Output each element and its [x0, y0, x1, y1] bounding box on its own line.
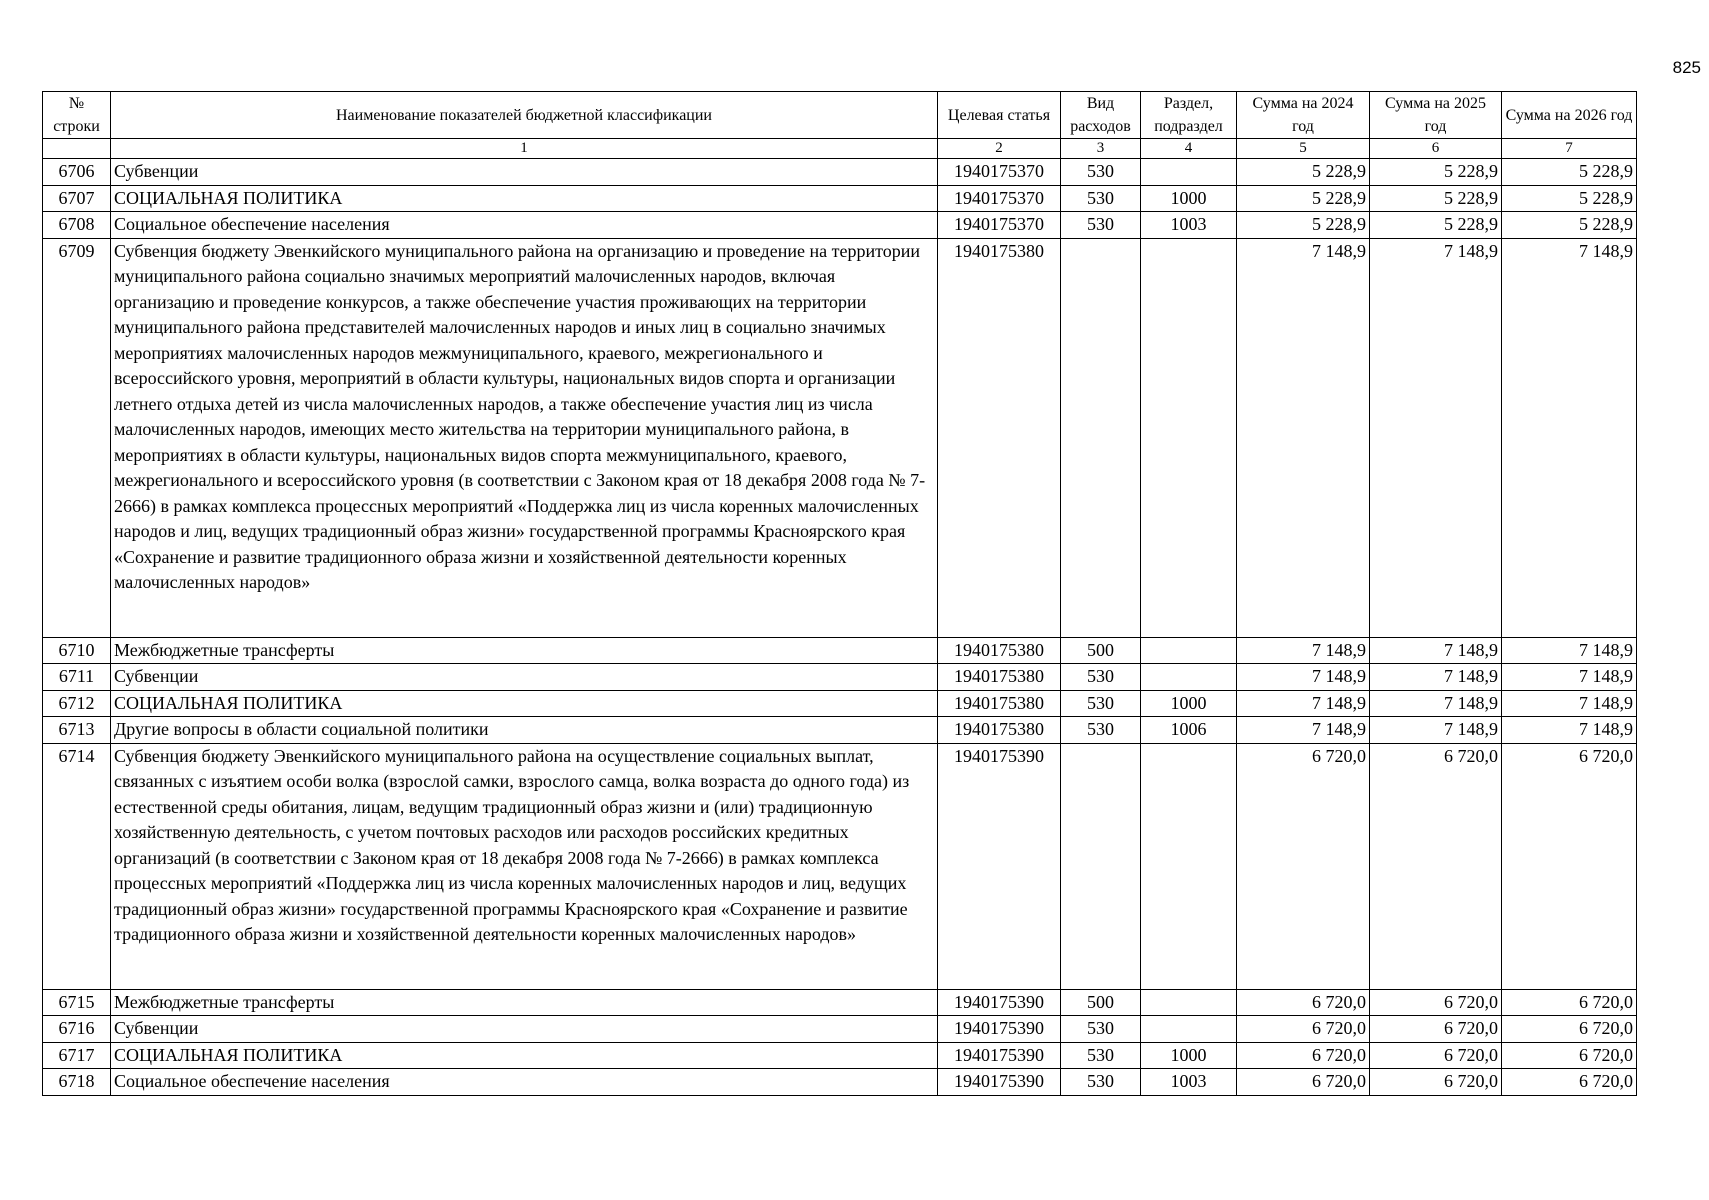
table-header-row	[43, 92, 1637, 139]
row-name: Социальное обеспечение населения	[111, 212, 938, 239]
expense-type: 500	[1061, 989, 1141, 1016]
sum-2024: 6 720,0	[1237, 989, 1370, 1016]
sum-2026: 6 720,0	[1502, 1016, 1637, 1043]
header-target-article: Целевая статья	[938, 92, 1061, 139]
sum-2026: 6 720,0	[1502, 989, 1637, 1016]
sum-2026: 7 148,9	[1502, 717, 1637, 744]
table-row	[43, 1069, 1637, 1096]
table-row	[43, 989, 1637, 1016]
target-article: 1940175390	[938, 989, 1061, 1016]
sum-2025: 6 720,0	[1370, 1016, 1502, 1043]
table-row	[43, 743, 1637, 989]
column-number: 7	[1502, 139, 1637, 159]
budget-table	[42, 91, 1637, 1096]
sum-2025: 7 148,9	[1370, 717, 1502, 744]
expense-type	[1061, 238, 1141, 637]
header-sum-2025: Сумма на 2025 год	[1370, 92, 1502, 139]
column-number-row	[43, 139, 1637, 159]
row-number: 6715	[43, 989, 111, 1016]
header-name: Наименование показателей бюджетной классификации	[111, 92, 938, 139]
section-code: 1000	[1141, 185, 1237, 212]
row-name: Субвенции	[111, 1016, 938, 1043]
section-code: 1000	[1141, 1042, 1237, 1069]
section-code	[1141, 743, 1237, 989]
expense-type: 500	[1061, 637, 1141, 664]
column-number	[43, 139, 111, 159]
sum-2024: 5 228,9	[1237, 212, 1370, 239]
section-code	[1141, 637, 1237, 664]
sum-2026: 5 228,9	[1502, 185, 1637, 212]
target-article: 1940175370	[938, 159, 1061, 186]
sum-2024: 7 148,9	[1237, 238, 1370, 637]
sum-2026: 7 148,9	[1502, 664, 1637, 691]
sum-2024: 7 148,9	[1237, 690, 1370, 717]
row-name: Межбюджетные трансферты	[111, 989, 938, 1016]
page-number: 825	[1672, 58, 1701, 77]
row-name: Субвенции	[111, 159, 938, 186]
sum-2025: 7 148,9	[1370, 238, 1502, 637]
sum-2025: 6 720,0	[1370, 989, 1502, 1016]
sum-2025: 6 720,0	[1370, 743, 1502, 989]
table-row	[43, 185, 1637, 212]
sum-2025: 5 228,9	[1370, 185, 1502, 212]
expense-type: 530	[1061, 1016, 1141, 1043]
expense-type: 530	[1061, 664, 1141, 691]
sum-2024: 7 148,9	[1237, 664, 1370, 691]
sum-2026: 7 148,9	[1502, 238, 1637, 637]
sum-2025: 5 228,9	[1370, 212, 1502, 239]
section-code: 1003	[1141, 1069, 1237, 1096]
sum-2025: 5 228,9	[1370, 159, 1502, 186]
table-row	[43, 690, 1637, 717]
table-row	[43, 717, 1637, 744]
expense-type: 530	[1061, 717, 1141, 744]
expense-type: 530	[1061, 212, 1141, 239]
sum-2024: 6 720,0	[1237, 1016, 1370, 1043]
sum-2024: 7 148,9	[1237, 717, 1370, 744]
sum-2026: 5 228,9	[1502, 212, 1637, 239]
expense-type	[1061, 743, 1141, 989]
table-row	[43, 159, 1637, 186]
header-row-number: № строки	[43, 92, 111, 139]
sum-2025: 7 148,9	[1370, 664, 1502, 691]
row-number: 6716	[43, 1016, 111, 1043]
row-name: СОЦИАЛЬНАЯ ПОЛИТИКА	[111, 185, 938, 212]
row-number: 6714	[43, 743, 111, 989]
row-number: 6711	[43, 664, 111, 691]
expense-type: 530	[1061, 1069, 1141, 1096]
sum-2024: 5 228,9	[1237, 185, 1370, 212]
row-name: СОЦИАЛЬНАЯ ПОЛИТИКА	[111, 690, 938, 717]
section-code: 1000	[1141, 690, 1237, 717]
expense-type: 530	[1061, 690, 1141, 717]
target-article: 1940175370	[938, 185, 1061, 212]
sum-2025: 6 720,0	[1370, 1069, 1502, 1096]
row-number: 6712	[43, 690, 111, 717]
sum-2026: 7 148,9	[1502, 690, 1637, 717]
section-code	[1141, 989, 1237, 1016]
sum-2024: 6 720,0	[1237, 1042, 1370, 1069]
sum-2024: 6 720,0	[1237, 743, 1370, 989]
expense-type: 530	[1061, 159, 1141, 186]
column-number: 2	[938, 139, 1061, 159]
header-sum-2024: Сумма на 2024 год	[1237, 92, 1370, 139]
section-code: 1006	[1141, 717, 1237, 744]
section-code	[1141, 159, 1237, 186]
row-name: СОЦИАЛЬНАЯ ПОЛИТИКА	[111, 1042, 938, 1069]
section-code: 1003	[1141, 212, 1237, 239]
section-code	[1141, 1016, 1237, 1043]
row-name: Другие вопросы в области социальной политики	[111, 717, 938, 744]
table-row	[43, 212, 1637, 239]
expense-type: 530	[1061, 185, 1141, 212]
column-number: 1	[111, 139, 938, 159]
target-article: 1940175390	[938, 1069, 1061, 1096]
row-name: Субвенция бюджету Эвенкийского муниципального района на организацию и проведение на территории муниципального района социально значимых мероприятий малочисленных народов, включая организацию и проведение конкурсов, а также обеспечение участия проживающих на территории муниципального района представителей малочисленных народов и иных лиц в социально значимых мероприятиях малочисленных народов межмуниципального, краевого, межрегионального и всероссийского уровня, мероприятий в области культуры, национальных видов спорта и организации летнего отдыха детей из числа малочисленных народов, а также обеспечение участия лиц из числа малочисленных народов, имеющих место жительства на территории муниципального района, в мероприятиях в области культуры, национальных видов спорта межмуниципального, краевого, межрегионального и всероссийского уровня (в соответствии с Законом края от 18 декабря 2008 года № 7-2666) в рамках комплекса процессных мероприятий «Поддержка лиц из числа коренных малочисленных народов и лиц, ведущих традиционный образ жизни» государственной программы Красноярского края «Сохранение и развитие традиционного образа жизни и хозяйственной деятельности коренных малочисленных народов»	[111, 238, 938, 637]
row-name: Субвенции	[111, 664, 938, 691]
target-article: 1940175380	[938, 637, 1061, 664]
column-number: 6	[1370, 139, 1502, 159]
column-number: 5	[1237, 139, 1370, 159]
sum-2026: 6 720,0	[1502, 1069, 1637, 1096]
header-expense-type: Вид расходов	[1061, 92, 1141, 139]
row-name: Межбюджетные трансферты	[111, 637, 938, 664]
table-row	[43, 1016, 1637, 1043]
row-number: 6706	[43, 159, 111, 186]
row-number: 6713	[43, 717, 111, 744]
sum-2026: 6 720,0	[1502, 743, 1637, 989]
target-article: 1940175370	[938, 212, 1061, 239]
header-sum-2026: Сумма на 2026 год	[1502, 92, 1637, 139]
target-article: 1940175380	[938, 238, 1061, 637]
sum-2026: 7 148,9	[1502, 637, 1637, 664]
table-row	[43, 1042, 1637, 1069]
row-number: 6708	[43, 212, 111, 239]
sum-2026: 6 720,0	[1502, 1042, 1637, 1069]
sum-2025: 7 148,9	[1370, 637, 1502, 664]
row-number: 6710	[43, 637, 111, 664]
sum-2024: 7 148,9	[1237, 637, 1370, 664]
table-row	[43, 664, 1637, 691]
row-number: 6718	[43, 1069, 111, 1096]
sum-2026: 5 228,9	[1502, 159, 1637, 186]
section-code	[1141, 238, 1237, 637]
sum-2024: 5 228,9	[1237, 159, 1370, 186]
sum-2025: 6 720,0	[1370, 1042, 1502, 1069]
sum-2025: 7 148,9	[1370, 690, 1502, 717]
target-article: 1940175380	[938, 664, 1061, 691]
row-name: Социальное обеспечение населения	[111, 1069, 938, 1096]
expense-type: 530	[1061, 1042, 1141, 1069]
row-name: Субвенция бюджету Эвенкийского муниципального района на осуществление социальных выплат, связанных с изъятием особи волка (взрослой самки, взрослого самца, волка возраста до одного года) из естественной среды обитания, лицам, ведущим традиционный образ жизни и (или) традиционную хозяйственную деятельность, с учетом почтовых расходов или расходов российских кредитных организаций (в соответствии с Законом края от 18 декабря 2008 года № 7-2666) в рамках комплекса процессных мероприятий «Поддержка лиц из числа коренных малочисленных народов и лиц, ведущих традиционный образ жизни» государственной программы Красноярского края «Сохранение и развитие традиционного образа жизни и хозяйственной деятельности коренных малочисленных народов»	[111, 743, 938, 989]
sum-2024: 6 720,0	[1237, 1069, 1370, 1096]
row-number: 6709	[43, 238, 111, 637]
column-number: 3	[1061, 139, 1141, 159]
target-article: 1940175380	[938, 717, 1061, 744]
column-number: 4	[1141, 139, 1237, 159]
row-number: 6707	[43, 185, 111, 212]
target-article: 1940175380	[938, 690, 1061, 717]
header-section: Раздел, подраздел	[1141, 92, 1237, 139]
table-row	[43, 238, 1637, 637]
target-article: 1940175390	[938, 1016, 1061, 1043]
target-article: 1940175390	[938, 1042, 1061, 1069]
table-row	[43, 637, 1637, 664]
section-code	[1141, 664, 1237, 691]
target-article: 1940175390	[938, 743, 1061, 989]
row-number: 6717	[43, 1042, 111, 1069]
